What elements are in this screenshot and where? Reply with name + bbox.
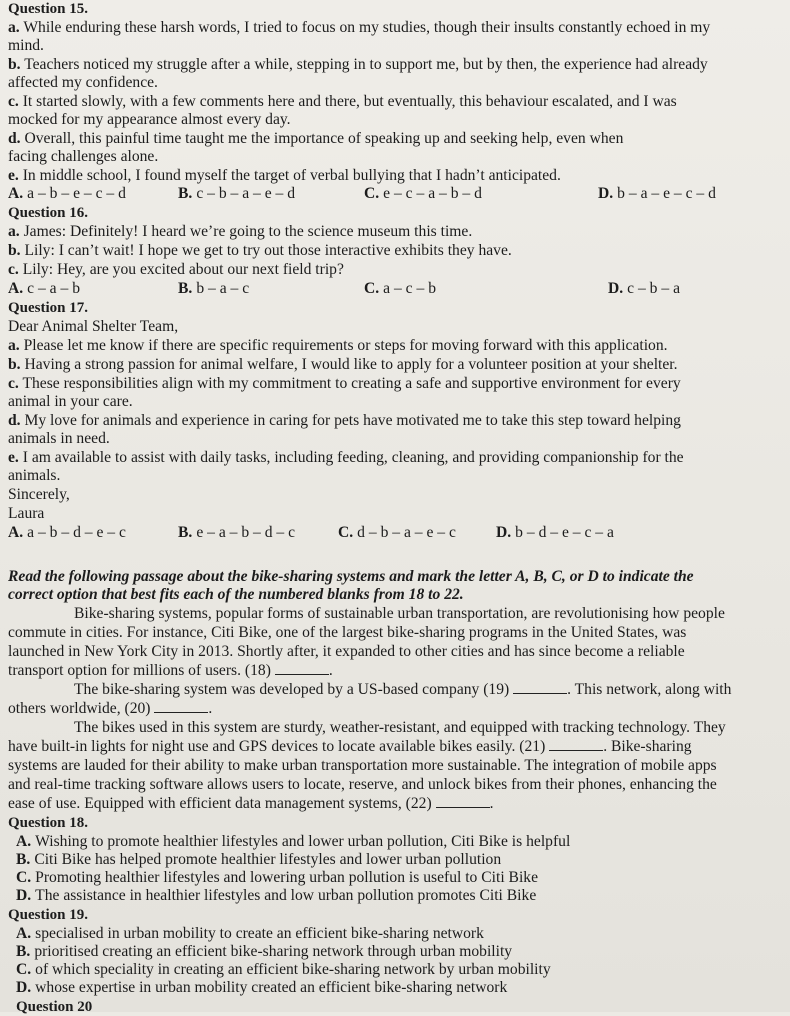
q15-options <box>8 185 778 203</box>
q15-item-d-text-2: facing challenges alone. <box>8 148 159 165</box>
passage-p3-line3: systems are lauded for their ability to make urban transportation more sustainable. The integration of mobile apps <box>8 757 717 774</box>
passage-p1-line4: transport option for millions of users. (18) . <box>8 662 333 679</box>
q19-option-a[interactable]: A. specialised in urban mobility to create an efficient bike-sharing network <box>16 925 484 942</box>
q15-item-a-text-2: mind. <box>8 37 44 54</box>
q15-item-a-letter: a. <box>8 19 20 36</box>
question-19-title: Question 19. <box>8 907 89 923</box>
q17-item-d-line1: d. My love for animals and experience in caring for pets have motivated me to take this step toward helping <box>8 412 681 429</box>
passage-p3-line4: and real-time tracking software allows users to locate, reserve, and unlock bikes from their phones, enhancing the <box>8 776 717 793</box>
q17-greeting: Dear Animal Shelter Team, <box>8 318 179 335</box>
blank-19[interactable] <box>513 681 567 694</box>
q15-option-c[interactable]: C. e – c – a – b – d <box>364 185 482 202</box>
passage-p1-line3: launched in New York City in 2013. Shortly after, it expanded to other cities and has since become a reliable <box>8 643 685 660</box>
q17-item-e-text-2: animals. <box>8 467 61 484</box>
blank-22[interactable] <box>436 795 490 808</box>
q17-item-a: a. Please let me know if there are specific requirements or steps for moving forward with this application. <box>8 337 668 354</box>
blank-21[interactable] <box>549 738 603 751</box>
q16-option-a[interactable]: A. c – a – b <box>8 280 80 297</box>
q17-signature: Laura <box>8 505 45 522</box>
question-16-title: Question 16. <box>8 205 89 221</box>
q18-option-c[interactable]: C. Promoting healthier lifestyles and lowering urban pollution is useful to Citi Bike <box>16 869 539 886</box>
q15-item-d-text-1: Overall, this painful time taught me the importance of speaking up and seeking help, even when <box>24 130 624 147</box>
passage-p3-line2: have built-in lights for night use and GPS devices to locate available bikes easily. (21) . Bike-sharing <box>8 738 692 755</box>
q15-item-e-text-1: In middle school, I found myself the target of verbal bullying that I hadn’t anticipated. <box>22 167 561 184</box>
q15-item-b-letter: b. <box>8 56 21 73</box>
q15-item-e-line1 <box>8 167 561 185</box>
q15-item-b-text-1: Teachers noticed my struggle after a while, stepping in to support me, but by then, the experience had already <box>24 56 708 73</box>
q16-options <box>8 280 778 298</box>
q17-option-a[interactable]: A. a – b – d – e – c <box>8 524 126 541</box>
q17-option-b[interactable]: B. e – a – b – d – c <box>178 524 296 541</box>
passage-p2-line1a: The bike-sharing system was developed by a US-based company (19) . This network, along with <box>74 681 732 698</box>
q17-option-d[interactable]: D. b – d – e – c – a <box>496 524 614 541</box>
passage-p1-line1: Bike-sharing systems, popular forms of sustainable urban transportation, are revolutionising how people <box>74 605 725 622</box>
q16-item-b: b. Lily: I can’t wait! I hope we get to try out those interactive exhibits they have. <box>8 242 512 259</box>
q15-item-c-line1 <box>8 93 677 111</box>
q16-option-d[interactable]: D. c – b – a <box>608 280 680 297</box>
passage-p3-line1: The bikes used in this system are sturdy, weather-resistant, and equipped with tracking technology. They <box>74 719 726 736</box>
q15-item-d-letter: d. <box>8 130 21 147</box>
q15-option-b[interactable]: B. c – b – a – e – d <box>178 185 296 202</box>
q17-item-c-line1: c. These responsibilities align with my commitment to creating a safe and supportive environment for every <box>8 375 681 392</box>
q15-item-b-line1 <box>8 56 708 74</box>
q16-option-b[interactable]: B. b – a – c <box>178 280 250 297</box>
q19-option-c[interactable]: C. of which speciality in creating an efficient bike-sharing network by urban mobility <box>16 961 551 978</box>
q15-item-b-text-2: affected my confidence. <box>8 74 158 91</box>
q18-option-a[interactable]: A. Wishing to promote healthier lifestyles and lower urban pollution, Citi Bike is helpful <box>16 833 571 850</box>
q17-item-d-text-2: animals in need. <box>8 430 110 447</box>
q15-option-a[interactable]: A. a – b – e – c – d <box>8 185 126 202</box>
blank-20[interactable] <box>154 700 208 713</box>
q15-item-c-text-2: mocked for my appearance almost every day. <box>8 111 291 128</box>
q15-item-a-text-1: While enduring these harsh words, I tried to focus on my studies, though their insults constantly echoed in my <box>23 19 711 36</box>
q17-option-c[interactable]: C. d – b – a – e – c <box>338 524 456 541</box>
q15-item-a-line1 <box>8 19 710 37</box>
q16-item-a: a. James: Definitely! I heard we’re going to the science museum this time. <box>8 223 473 240</box>
question-18-title: Question 18. <box>8 815 89 831</box>
q19-option-d[interactable]: D. whose expertise in urban mobility created an efficient bike-sharing network <box>16 979 508 996</box>
q17-options <box>8 524 778 542</box>
q15-option-d[interactable]: D. b – a – e – c – d <box>598 185 716 202</box>
q19-option-b[interactable]: B. prioritised creating an efficient bike-sharing network through urban mobility <box>16 943 513 960</box>
passage-p1-line2: commute in cities. For instance, Citi Bike, one of the largest bike-sharing programs in the United States, was <box>8 624 687 641</box>
q16-item-c: c. Lily: Hey, are you excited about our next field trip? <box>8 261 344 278</box>
question-15-title: Question 15. <box>8 1 89 17</box>
q18-option-b[interactable]: B. Citi Bike has helped promote healthier lifestyles and lower urban pollution <box>16 851 502 868</box>
blank-18[interactable] <box>275 662 329 675</box>
passage-instruction-line2: correct option that best fits each of the numbered blanks from 18 to 22. <box>8 586 464 603</box>
q16-option-c[interactable]: C. a – c – b <box>364 280 436 297</box>
question-20-title: Question 20 <box>16 999 93 1015</box>
q17-item-b: b. Having a strong passion for animal welfare, I would like to apply for a volunteer position at your shelter. <box>8 356 678 373</box>
q17-item-e-line1: e. I am available to assist with daily tasks, including feeding, cleaning, and providing companionship for the <box>8 449 684 466</box>
q15-item-e-letter: e. <box>8 167 19 184</box>
q17-closing: Sincerely, <box>8 486 70 503</box>
passage-p2-line2: others worldwide, (20) . <box>8 700 213 717</box>
q15-item-d-line1 <box>8 130 623 148</box>
q15-item-c-text-1: It started slowly, with a few comments here and there, but eventually, this behaviour escalated, and I was <box>22 93 677 110</box>
q17-item-c-text-2: animal in your care. <box>8 393 133 410</box>
q15-item-c-letter: c. <box>8 93 19 110</box>
passage-instruction-line1: Read the following passage about the bike-sharing systems and mark the letter A, B, C, or D to indicate the <box>8 568 694 585</box>
question-17-title: Question 17. <box>8 300 89 316</box>
q18-option-d[interactable]: D. The assistance in healthier lifestyles and low urban pollution promotes Citi Bike <box>16 887 537 904</box>
passage-p3-line5: ease of use. Equipped with efficient data management systems, (22) . <box>8 795 494 812</box>
